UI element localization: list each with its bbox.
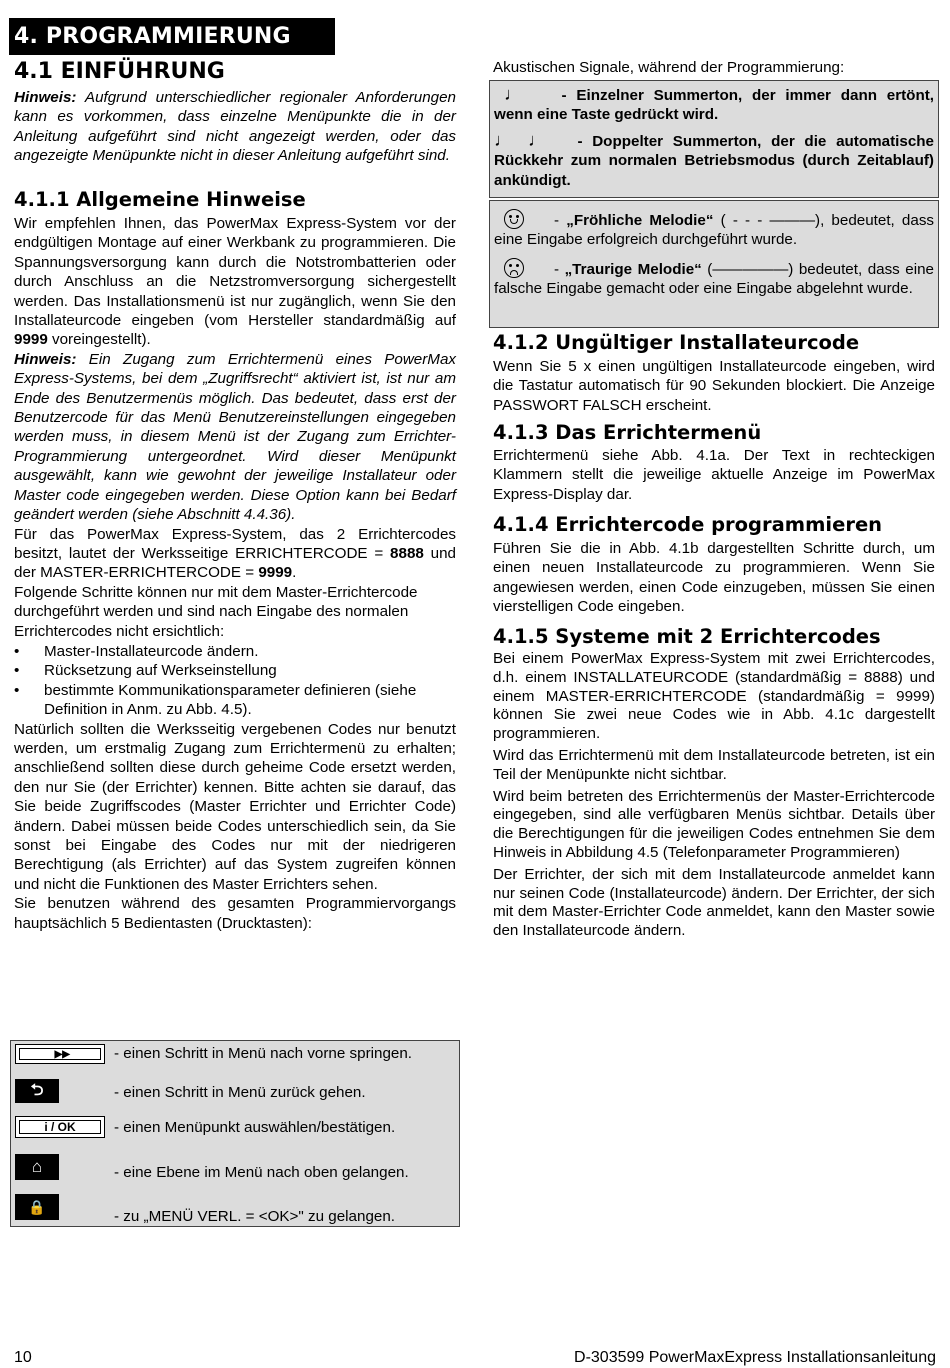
list-item: • bestimmte Kommunikationsparameter definieren (siehe Definition in Anm. zu Abb. 4.5). (14, 681, 456, 720)
intro-note-text: Aufgrund unterschiedlicher regionaler Anforderungen kann es vorkommen, dass einzelne Menüpunkte die in der Anleitung aufgeführt sind nicht angezeigt werden, oder das angezeigte Menüpunkte nicht in dieser Anleitung aufgeführt sind. (14, 89, 456, 165)
section-4-1-5-p2: Wird das Errichtermenü mit dem Installateurcode betreten, ist ein Teil der Menüpunkte nicht sichtbar. (493, 746, 935, 783)
double-note-icon: ♩ ♩ (494, 129, 552, 150)
key-ok-text: - einen Menüpunkt auswählen/bestätigen. (114, 1119, 396, 1136)
intro-note-label: Hinweis: (14, 89, 77, 106)
section-title: 4.1 EINFÜHRUNG (14, 59, 225, 84)
page-number: 10 (14, 1349, 32, 1366)
access-note-label: Hinweis: (14, 350, 77, 368)
section-4-1-4-text: Führen Sie die in Abb. 4.1b dargestellten Schritte durch, um einen neuen Installateurcode zu programmieren. Wenn Sie angewiesen werden, einen Code einzugeben, müssen Sie einen vierstelligen Code eingeben. (493, 540, 935, 616)
section-4-1-2-text: Wenn Sie 5 x einen ungültigen Installateurcode eingeben, wird die Tastatur automatisch für 90 Sekunden blockiert. Die Anzeige PASSWORT FALSCH erscheint. (493, 358, 935, 414)
paragraph-two-codes-c: . (292, 564, 297, 582)
happy-melody-pattern: ( - - - ―――) (720, 212, 821, 229)
smiley-happy-icon (504, 209, 524, 229)
smiley-sad-icon (504, 258, 524, 278)
section-4-1-3-text: Errichtermenü siehe Abb. 4.1a. Der Text in rechteckigen Klammern stellt die jeweilige aktuelle Anzeige im PowerMax Express-Display dar. (493, 447, 935, 503)
happy-melody: - „Fröhliche Melodie“ ( - - - ―――), bedeutet, dass eine Eingabe erfolgreich durchgeführt wurde. (494, 209, 934, 250)
signals-intro: Akustischen Signale, während der Programmierung: (493, 59, 845, 76)
section-4-1-5-body (493, 650, 935, 941)
paragraph-two-codes (14, 525, 456, 583)
paragraph-change-codes: Natürlich sollten die Werksseitig vergebenen Codes nur benutzt werden, um erstmalig Zugang zum Errichtermenü zu erhalten; anschließend sollten diese durch geheime Code ersetzt werden, den nur Sie (der Errichter) kennen. Bitte achten sie darauf, das Sie beide Zugriffscodes (Master Errichter und Errichter Code) ändern. Dabei müssen beide Codes unterschiedlich sein, da Sie sonst bei Eingabe des Codes nur mit der niedrigeren Berechtigung (als Errichter) auf das System zugreifen können und nicht die Funktionen des Master Errichters sehen. (14, 720, 456, 893)
heading-4-1-2: 4.1.2 Ungültiger Installateurcode (493, 331, 860, 354)
paragraph-keys-intro: Sie benutzen während des gesamten Programmiervorgangs hauptsächlich 5 Bedientasten (Drucktasten): (14, 895, 456, 932)
section-4-1-5-p1: Bei einem PowerMax Express-System mit zwei Errichtercodes, d.h. einem INSTALLATEURCODE (standardmäßig = 8888) und einem MASTER-ERRICHTERCODE (standardmäßig = 9999) können Sie zwei neue Codes wie in Abb. 4.1c dargestellt programmieren. (493, 650, 935, 743)
key-back-text: - einen Schritt in Menü zurück gehen. (114, 1084, 366, 1101)
installer-code-value: 8888 (390, 544, 424, 562)
happy-melody-label: „Fröhliche Melodie“ (566, 212, 714, 229)
default-code: 9999 (14, 331, 48, 349)
keys-legend-box (10, 1040, 460, 1227)
master-code-value: 9999 (258, 564, 293, 582)
paragraph-power-supply-text: Wir empfehlen Ihnen, das PowerMax Express-System vor der endgültigen Montage auf einer Werkbank zu programmieren. Die Spannungsversorgung kann durch die Notstrombatterien oder durch Anschluss an die Netzstromversorgung sichergestellt werden. Das Installationsmenü ist nur zugänglich, wenn Sie den Installateurcode eingeben (vom Hersteller standardmäßig auf (14, 215, 456, 330)
section-4-1-5-p4: Der Errichter, der sich mit dem Installateurcode anmeldet kann nur seinen Code (Installateurcode) ändern. Der Errichter, der sich mit dem Master-Errichter Code anmeldet, kann den Master sowie den Installateurcode ändern. (493, 865, 935, 940)
key-forward-text: - einen Schritt in Menü nach vorne springen. (114, 1045, 413, 1062)
single-beep (494, 85, 934, 125)
happy-melody-text: , bedeutet, dass eine Eingabe erfolgreich durchgeführt wurde. (494, 212, 935, 249)
section-4-1-5-p3: Wird beim betreten des Errichtermenüs der Master-Errichtercode eingegeben, sind alle verfügbaren Menüs sichtbar. Details über die Berechtigungen für die jeweiligen Codes entnehmen Sie dem Hinweis in Abbildung 4.5 (Telefonparameter Programmieren) (493, 787, 935, 861)
master-only-list (14, 642, 456, 720)
forward-icon-glyph: ▶▶ (19, 1048, 101, 1060)
list-item: • Rücksetzung auf Werkseinstellung (14, 661, 456, 680)
paragraph-power-supply-end: voreingestellt). (47, 331, 151, 349)
back-icon: ⮌ (15, 1079, 59, 1103)
note-icon: ♩ (504, 84, 528, 104)
melody-signals-box (489, 200, 939, 328)
paragraph-two-codes-a: Für das PowerMax Express-System, das 2 Errichtercodes besitzt, lautet der Werksseitige ERRICHTERCODE = (14, 525, 456, 562)
access-note (14, 350, 456, 525)
list-item: • Master-Installateurcode ändern. (14, 642, 456, 661)
key-lock-text: - zu „MENÜ VERL. = <OK>" zu gelangen. (114, 1208, 396, 1225)
ok-icon (15, 1116, 105, 1138)
double-beep-text: - Doppelter Summerton, der die automatische Rückkehr zum normalen Betriebsmodus (durch Zeitablauf) ankündigt. (494, 132, 934, 189)
sad-melody-text: bedeutet, dass eine falsche Eingabe gemacht oder eine Eingabe abgelehnt wurde. (494, 260, 934, 298)
document-reference: D-303599 PowerMaxExpress Installationsanleitung (574, 1349, 936, 1366)
single-beep-text: - Einzelner Summerton, der immer dann ertönt, wenn eine Taste gedrückt wird. (494, 87, 935, 124)
sad-melody-label: „Traurige Melodie“ (564, 260, 702, 278)
beep-signals-box (489, 80, 939, 198)
double-beep (494, 131, 934, 190)
access-note-text: Ein Zugang zum Errichtermenü eines PowerMax Express-Systems, bei dem „Zugriffsrecht“ aktiviert ist, ist nur am Ende des Benutzermenüs möglich. Das bedeutet, dass erst der Benutzercode für das Menü Benutzereinstellungen eingegeben werden muss, in diesem Menü ist der Zugang zum Errichter-Programmierung untergeordnet. Wird dieser Menüpunkt ausgewählt, kann wie gewohnt der jeweilige Installateur oder Master code eingegeben werden. Diese Option kann bei Bedarf geändert werden (siehe Abschnitt 4.4.36). (14, 350, 456, 524)
section-4-1-1-body (14, 214, 456, 933)
heading-4-1-3: 4.1.3 Das Errichtermenü (493, 421, 762, 444)
ok-icon-glyph: i / OK (19, 1120, 101, 1134)
paragraph-power-supply (14, 214, 456, 350)
sad-melody-pattern: (―――――) (707, 260, 794, 278)
heading-4-1-5: 4.1.5 Systeme mit 2 Errichtercodes (493, 625, 881, 648)
lock-icon: 🔒 (15, 1194, 59, 1220)
heading-4-1-1: 4.1.1 Allgemeine Hinweise (14, 188, 306, 211)
sad-melody: - „Traurige Melodie“ (―――――) bedeutet, dass eine falsche Eingabe gemacht oder eine Eingabe abgelehnt wurde. (494, 258, 934, 299)
heading-4-1-4: 4.1.4 Errichtercode programmieren (493, 513, 883, 536)
paragraph-two-codes-b: und der MASTER-ERRICHTERCODE = (14, 544, 456, 582)
chapter-title: 4. PROGRAMMIERUNG (9, 18, 335, 55)
home-up-icon: ⌂ (15, 1154, 59, 1180)
paragraph-master-only: Folgende Schritte können nur mit dem Master-Errichtercode durchgeführt werden und sind nach Eingabe des normalen Errichtercodes nicht ersichtlich: (14, 583, 418, 640)
key-up-text: - eine Ebene im Menü nach oben gelangen. (114, 1164, 409, 1181)
forward-icon (15, 1044, 105, 1064)
intro-note (14, 88, 456, 166)
